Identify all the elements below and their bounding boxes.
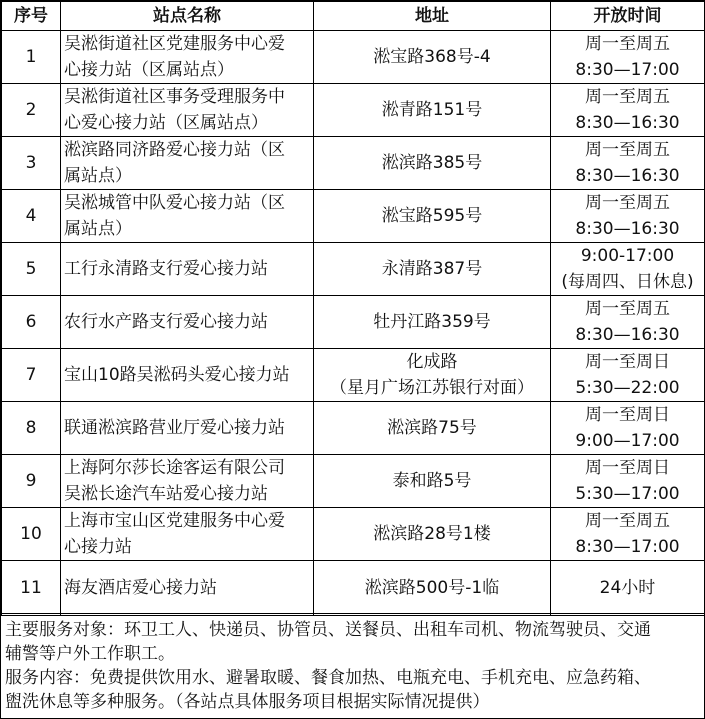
- cell-index: 9: [2, 455, 61, 508]
- cell-address-line: 淞滨路385号: [381, 153, 483, 173]
- cell-station-name: [61, 349, 314, 402]
- cell-station-name: [61, 243, 314, 296]
- cell-station-name-line: 吴淞街道社区事务受理服务中: [64, 87, 285, 107]
- cell-hours: [551, 243, 705, 296]
- cell-station-name-line: 吴淞城管中队爱心接力站（区: [64, 193, 285, 213]
- cell-station-name: [61, 190, 314, 243]
- cell-address: [314, 84, 551, 137]
- cell-index: 11: [2, 561, 61, 616]
- cell-station-name: [61, 402, 314, 455]
- cell-station-name: [61, 296, 314, 349]
- cell-station-name-line: 吴淞长途汽车站爱心接力站: [64, 484, 268, 504]
- cell-hours-line: 8:30—16:30: [575, 166, 680, 186]
- cell-address-line: 牡丹江路359号: [373, 312, 491, 332]
- cell-hours-line: (每周四、日休息): [561, 272, 694, 292]
- cell-address: [314, 296, 551, 349]
- cell-address-line: 淞滨路28号1楼: [373, 524, 491, 544]
- station-table: [1, 1, 705, 616]
- cell-hours-line: 周一至周日: [585, 405, 670, 425]
- cell-station-name: [61, 31, 314, 84]
- cell-address: [314, 31, 551, 84]
- cell-hours-line: 周一至周五: [585, 511, 670, 531]
- header-index: 序号: [2, 2, 61, 31]
- table-row: [2, 137, 705, 190]
- cell-hours: [551, 31, 705, 84]
- cell-hours-line: 周一至周五: [585, 140, 670, 160]
- cell-address: [314, 561, 551, 616]
- table-row: [2, 31, 705, 84]
- cell-index: 6: [2, 296, 61, 349]
- cell-address-line: （星月广场江苏银行对面）: [330, 378, 534, 398]
- cell-address-line: 淞宝路368号-4: [373, 47, 491, 67]
- cell-address-line: 淞滨路75号: [387, 418, 477, 438]
- cell-station-name-line: 上海阿尔莎长途客运有限公司: [64, 458, 285, 478]
- cell-address: [314, 243, 551, 296]
- cell-address: [314, 455, 551, 508]
- service-content-line-2: 盥洗休息等多种服务。（各站点具体服务项目根据实际情况提供）: [5, 692, 490, 712]
- service-content-line-1: 服务内容：免费提供饮用水、避暑取暖、餐食加热、电瓶充电、手机充电、应急药箱、: [5, 668, 651, 688]
- service-notes: [1, 613, 704, 718]
- cell-station-name-line: 属站点）: [64, 219, 132, 239]
- cell-hours: [551, 349, 705, 402]
- cell-hours-line: 24小时: [599, 578, 656, 598]
- cell-hours: [551, 402, 705, 455]
- table-row: [2, 402, 705, 455]
- cell-hours-line: 5:30—22:00: [575, 378, 680, 398]
- table-row: [2, 190, 705, 243]
- header-name: 站点名称: [61, 2, 314, 31]
- cell-hours-line: 周一至周五: [585, 34, 670, 54]
- cell-address: [314, 508, 551, 561]
- service-targets-line-2: 辅警等户外工作职工。: [5, 644, 175, 664]
- cell-station-name-line: 上海市宝山区党建服务中心爱: [64, 511, 285, 531]
- cell-hours-line: 9:00-17:00: [580, 246, 675, 266]
- cell-hours-line: 9:00—17:00: [575, 431, 680, 451]
- cell-hours-line: 周一至周日: [585, 352, 670, 372]
- cell-hours-line: 8:30—16:30: [575, 325, 680, 345]
- cell-station-name: [61, 455, 314, 508]
- cell-station-name: [61, 561, 314, 616]
- cell-station-name-line: 联通淞滨路营业厅爱心接力站: [64, 418, 285, 438]
- cell-hours-line: 周一至周五: [585, 299, 670, 319]
- cell-index: 10: [2, 508, 61, 561]
- cell-address-line: 永清路387号: [381, 259, 483, 279]
- cell-address: [314, 137, 551, 190]
- cell-station-name: [61, 84, 314, 137]
- cell-hours-line: 周一至周五: [585, 193, 670, 213]
- service-targets-line-1: 主要服务对象：环卫工人、快递员、协管员、送餐员、出租车司机、物流驾驶员、交通: [5, 620, 651, 640]
- cell-station-name-line: 心接力站: [64, 537, 132, 557]
- cell-station-name-line: 宝山10路吴淞码头爱心接力站: [64, 365, 290, 385]
- cell-station-name-line: 农行水产路支行爱心接力站: [64, 312, 268, 332]
- table-row: [2, 243, 705, 296]
- cell-address: [314, 349, 551, 402]
- cell-station-name-line: 淞滨路同济路爱心接力站（区: [64, 140, 285, 160]
- cell-hours-line: 周一至周五: [585, 87, 670, 107]
- cell-station-name-line: 心爱心接力站（区属站点）: [64, 113, 268, 133]
- table-row: [2, 455, 705, 508]
- cell-index: 2: [2, 84, 61, 137]
- header-address: 地址: [314, 2, 551, 31]
- cell-hours: [551, 561, 705, 616]
- cell-address-line: 淞宝路595号: [381, 206, 483, 226]
- cell-hours-line: 周一至周日: [585, 458, 670, 478]
- table-header-row: [2, 2, 705, 31]
- cell-index: 4: [2, 190, 61, 243]
- cell-station-name-line: 心接力站（区属站点）: [64, 60, 234, 80]
- table-row: [2, 296, 705, 349]
- header-hours: 开放时间: [551, 2, 705, 31]
- table-row: [2, 84, 705, 137]
- cell-hours: [551, 296, 705, 349]
- cell-hours: [551, 190, 705, 243]
- cell-address-line: 淞滨路500号-1临: [364, 578, 500, 598]
- cell-hours: [551, 455, 705, 508]
- cell-address: [314, 402, 551, 455]
- cell-address: [314, 190, 551, 243]
- cell-station-name-line: 属站点）: [64, 166, 132, 186]
- cell-station-name-line: 海友酒店爱心接力站: [64, 578, 217, 598]
- cell-index: 1: [2, 31, 61, 84]
- table-row: [2, 561, 705, 616]
- cell-index: 5: [2, 243, 61, 296]
- cell-hours-line: 8:30—16:30: [575, 219, 680, 239]
- cell-hours-line: 8:30—17:00: [575, 537, 680, 557]
- cell-station-name: [61, 508, 314, 561]
- cell-hours-line: 5:30—17:00: [575, 484, 680, 504]
- cell-station-name-line: 吴淞街道社区党建服务中心爱: [64, 34, 285, 54]
- cell-hours: [551, 508, 705, 561]
- cell-hours: [551, 84, 705, 137]
- cell-index: 7: [2, 349, 61, 402]
- cell-hours: [551, 137, 705, 190]
- table-row: [2, 349, 705, 402]
- cell-station-name-line: 工行永清路支行爱心接力站: [64, 259, 268, 279]
- cell-station-name: [61, 137, 314, 190]
- cell-address-line: 泰和路5号: [392, 471, 472, 491]
- cell-address-line: 淞青路151号: [381, 100, 483, 120]
- table-body: [2, 31, 705, 616]
- cell-index: 8: [2, 402, 61, 455]
- cell-hours-line: 8:30—17:00: [575, 60, 680, 80]
- cell-address-line: 化成路: [406, 352, 458, 372]
- table-row: [2, 508, 705, 561]
- cell-hours-line: 8:30—16:30: [575, 113, 680, 133]
- cell-index: 3: [2, 137, 61, 190]
